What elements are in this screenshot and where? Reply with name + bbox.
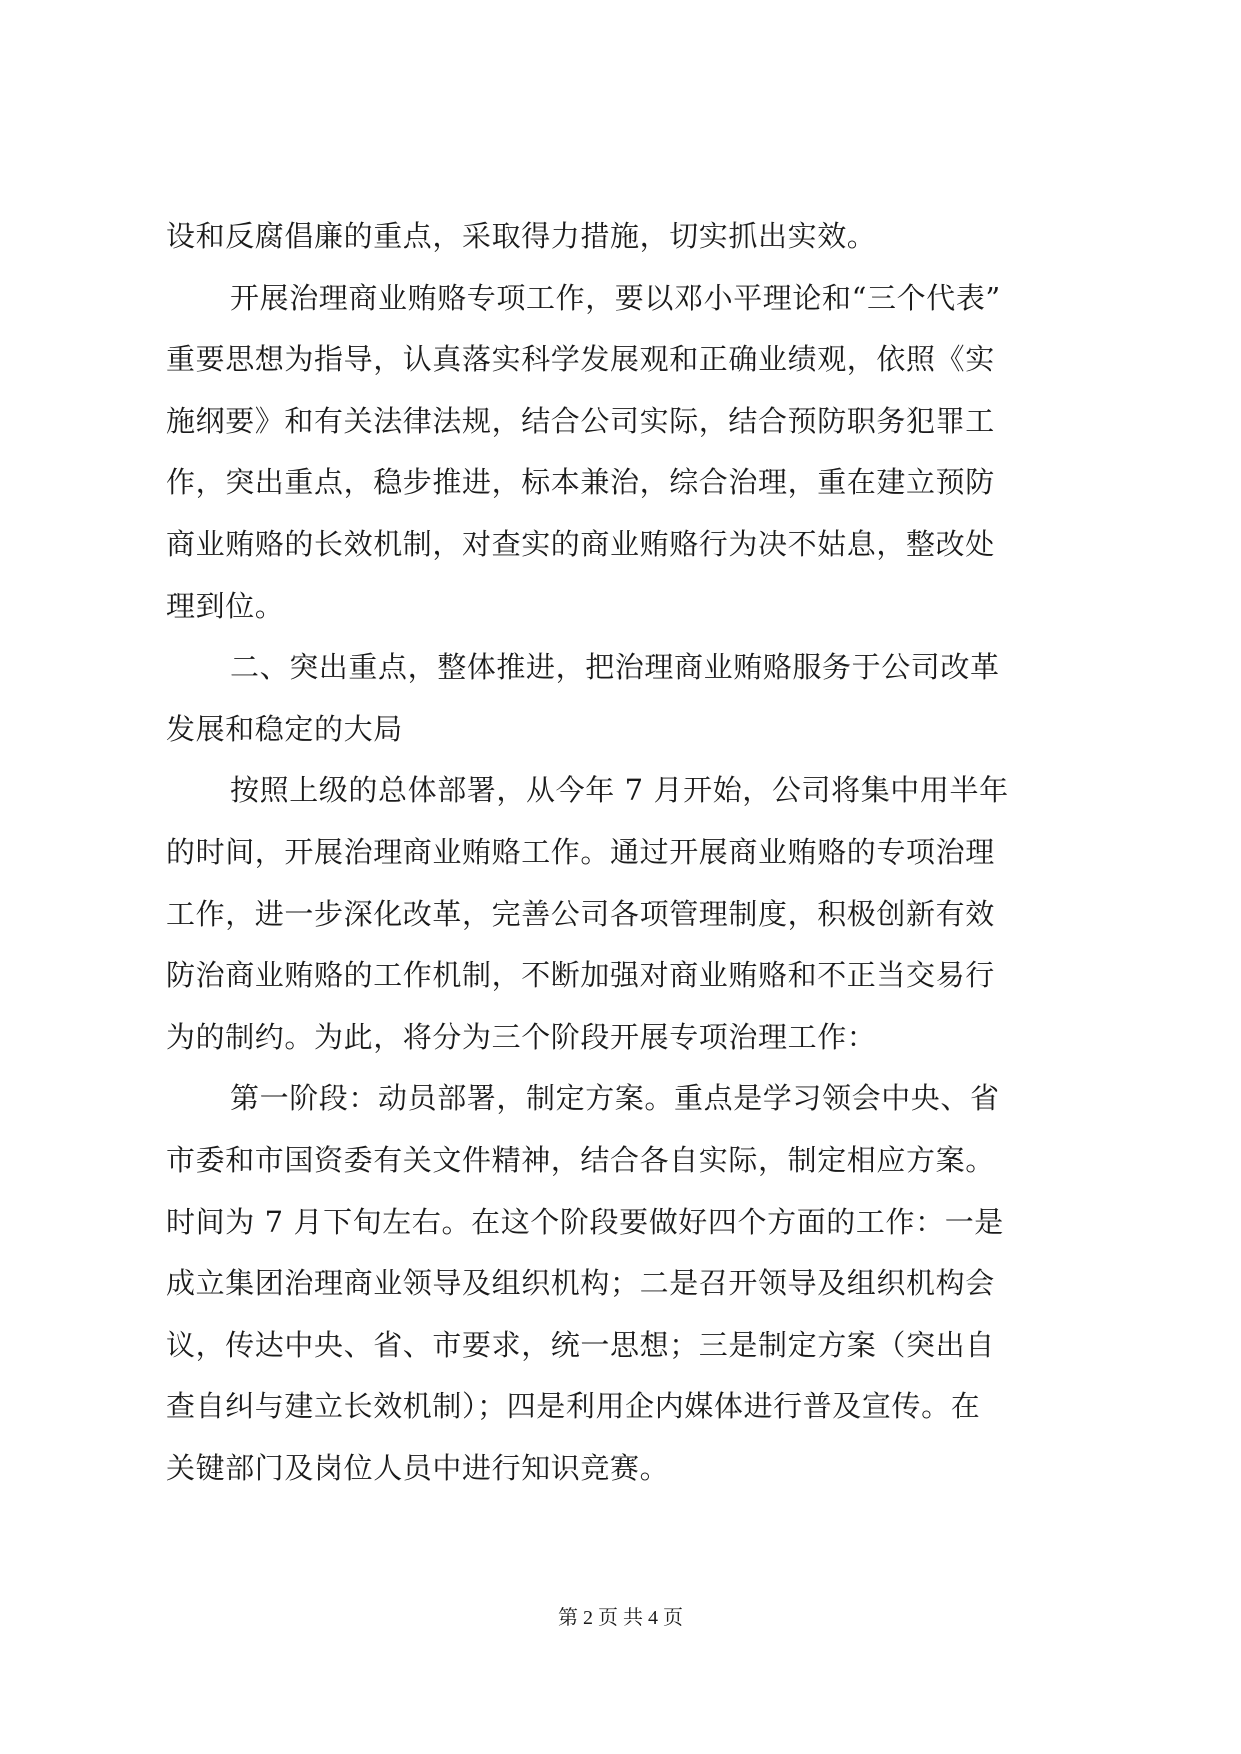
text-line: 施纲要》和有关法律法规，结合公司实际，结合预防职务犯罪工 [166, 403, 995, 438]
text-line: 理到位。 [166, 588, 285, 623]
text-line: 为的制约。为此，将分为三个阶段开展专项治理工作： [166, 1019, 877, 1054]
text-line: 成立集团治理商业领导及组织机构；二是召开领导及组织机构会 [166, 1266, 995, 1301]
page-number-footer: 第 2 页 共 4 页 [558, 1607, 683, 1629]
text-line: 第一阶段：动员部署，制定方案。重点是学习领会中央、省 [230, 1081, 1000, 1116]
text-line: 开展治理商业贿赂专项工作，要以邓小平理论和“三个代表” [230, 280, 1001, 315]
text-line: 按照上级的总体部署，从今年 7 月开始，公司将集中用半年 [230, 773, 1009, 808]
text-line: 市委和市国资委有关文件精神，结合各自实际，制定相应方案。 [166, 1142, 995, 1177]
document-body [166, 206, 1086, 1499]
text-line: 作，突出重点，稳步推进，标本兼治，综合治理，重在建立预防 [166, 465, 995, 500]
text-line: 关键部门及岗位人员中进行知识竞赛。 [166, 1450, 670, 1485]
text-line: 发展和稳定的大局 [166, 711, 403, 746]
text-line: 的时间，开展治理商业贿赂工作。通过开展商业贿赂的专项治理 [166, 834, 995, 869]
text-line: 时间为 7 月下旬左右。在这个阶段要做好四个方面的工作：一是 [166, 1204, 1004, 1239]
text-line: 重要思想为指导，认真落实科学发展观和正确业绩观，依照《实 [166, 342, 995, 377]
text-line: 二、突出重点，整体推进，把治理商业贿赂服务于公司改革 [230, 650, 1000, 685]
text-line: 工作，进一步深化改革，完善公司各项管理制度，积极创新有效 [166, 896, 995, 931]
text-line: 查自纠与建立长效机制）；四是利用企内媒体进行普及宣传。在 [166, 1389, 981, 1424]
text-line: 设和反腐倡廉的重点，采取得力措施，切实抓出实效。 [166, 219, 877, 253]
text-line: 议，传达中央、省、市要求，统一思想；三是制定方案（突出自 [166, 1327, 995, 1362]
text-line: 防治商业贿赂的工作机制，不断加强对商业贿赂和不正当交易行 [166, 958, 995, 993]
text-line: 商业贿赂的长效机制，对查实的商业贿赂行为决不姑息，整改处 [166, 526, 995, 561]
